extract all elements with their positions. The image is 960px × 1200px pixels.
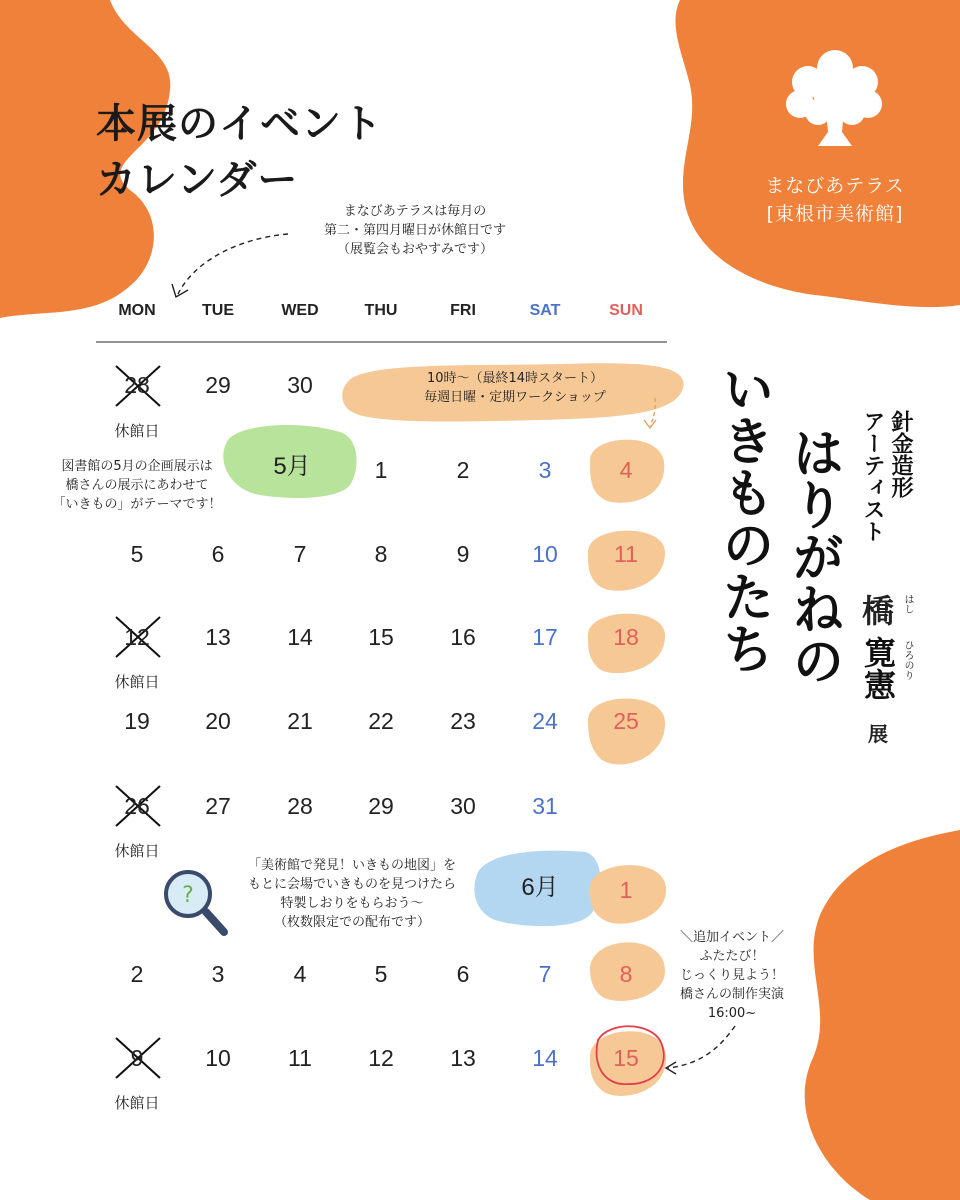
date-cell: 29 [368, 793, 394, 819]
note-line: 第二・第四月曜日が休館日です [323, 223, 506, 238]
date-cell: 6 [211, 541, 225, 567]
artist-role-col1: 針金造形 [888, 410, 913, 498]
exhibition-title-col2: はりがねの [783, 426, 843, 686]
weekday-mon: MON [118, 302, 156, 319]
date-cell: 14 [287, 624, 313, 650]
note-line: 図書館の5月の企画展示は [61, 459, 213, 474]
date-cell: 8 [374, 541, 388, 567]
date-cell-saturday: 3 [538, 457, 552, 483]
date-cell: 13 [450, 1045, 476, 1071]
museum-name [740, 172, 930, 228]
note-line: もとに会場でいきものを見つけたら [247, 877, 456, 892]
date-cell-sunday: 1 [619, 877, 633, 903]
date-cell: 21 [287, 708, 313, 734]
closed-label: 休館日 [114, 673, 160, 691]
note-line: 橋さんの制作実演 [679, 987, 784, 1002]
exhibition-title-col1: いきものたち [713, 362, 773, 674]
date-cell: 27 [205, 793, 231, 819]
date-cell: 30 [287, 372, 313, 398]
note-line: 橋さんの展示にあわせて [65, 478, 209, 493]
date-cell-sunday: 25 [613, 708, 639, 734]
magnifier-icon [166, 872, 224, 932]
note-line: 毎週日曜・定期ワークショップ [424, 390, 606, 405]
date-cell: 30 [450, 793, 476, 819]
artist-ruby-1: はし [902, 594, 913, 614]
date-cell: 28 [124, 372, 150, 398]
weekday-sun: SUN [609, 302, 643, 319]
date-cell-saturday: 14 [532, 1045, 558, 1071]
date-cell-saturday: 17 [532, 624, 558, 650]
closed-label: 休館日 [114, 842, 160, 860]
date-cell: 22 [368, 708, 394, 734]
note-line: 16:00~ [707, 1006, 757, 1021]
date-cell-sunday: 15 [613, 1045, 639, 1071]
date-cell-saturday: 10 [532, 541, 558, 567]
date-cell-saturday: 7 [538, 961, 552, 987]
date-cell: 2 [456, 457, 470, 483]
museum-name-line1: まなびあテラス [765, 175, 905, 197]
note-line: ＼追加イベント／ [679, 930, 784, 945]
note-line: 10時〜（最終14時スタート） [426, 371, 604, 386]
date-cell: 19 [124, 708, 150, 734]
artist-name-2: 寛憲 [859, 636, 897, 700]
date-cell: 12 [124, 624, 150, 650]
title-line1: 本展のイベント [96, 101, 383, 147]
month-label-june: 6月 [521, 874, 559, 901]
map-note [232, 856, 472, 932]
date-cell-saturday: 31 [532, 793, 558, 819]
closed-label: 休館日 [114, 422, 160, 440]
workshop-note [380, 369, 650, 407]
artist-ruby-2: ひろのり [902, 640, 913, 680]
date-cell: 15 [368, 624, 394, 650]
date-cell: 26 [124, 793, 150, 819]
date-cell: 20 [205, 708, 231, 734]
date-cell: 2 [130, 961, 144, 987]
date-cell: 4 [293, 961, 307, 987]
date-cell-sunday: 11 [614, 541, 638, 567]
date-cell-sunday: 8 [619, 961, 633, 987]
date-cell: 13 [205, 624, 231, 650]
date-cell: 11 [288, 1045, 312, 1071]
note-line: まなびあテラスは毎月の [343, 204, 487, 219]
date-cell-sunday: 4 [619, 457, 633, 483]
top-right-blob [675, 0, 960, 307]
weekday-tue: TUE [202, 302, 234, 319]
date-cell: 28 [287, 793, 313, 819]
page-title [96, 96, 383, 208]
date-cell-saturday: 24 [532, 708, 558, 734]
museum-name-line2: [東根市美術館] [766, 203, 904, 225]
date-cell: 5 [374, 961, 388, 987]
note-line: （枚数限定での配布です） [273, 915, 430, 930]
date-cell: 9 [130, 1045, 144, 1071]
date-cell: 10 [205, 1045, 231, 1071]
artist-name-1: 橋 [862, 592, 895, 630]
closed-label: 休館日 [114, 1094, 160, 1112]
closed-day-note [300, 202, 530, 259]
library-note [42, 457, 232, 514]
title-line2: カレンダー [96, 157, 299, 203]
date-cell: 5 [130, 541, 144, 567]
svg-text:?: ? [182, 883, 194, 908]
note-line: じっくり見よう！ [679, 968, 784, 983]
month-label-may: 5月 [273, 453, 311, 480]
note-line: 特製しおりをもらおう〜 [280, 896, 424, 911]
weekday-fri: FRI [450, 302, 476, 319]
date-cell-sunday: 18 [613, 624, 639, 650]
date-cell: 9 [456, 541, 470, 567]
date-cell: 1 [374, 457, 388, 483]
exhibition-suffix: 展 [868, 722, 888, 746]
artist-role-col2: アーティスト [860, 410, 885, 542]
note-line: ふたたび！ [699, 949, 765, 964]
date-cell: 12 [368, 1045, 394, 1071]
weekday-thu: THU [364, 302, 398, 319]
date-cell: 23 [450, 708, 476, 734]
extra-event-note [672, 928, 792, 1023]
weekday-wed: WED [281, 302, 319, 319]
date-cell: 29 [205, 372, 231, 398]
date-cell: 6 [456, 961, 470, 987]
note-line: （展覧会もおやすみです） [336, 242, 493, 257]
date-cell: 3 [211, 961, 225, 987]
date-cell: 16 [450, 624, 476, 650]
weekday-sat: SAT [529, 302, 561, 319]
note-line: 「いきもの」がテーマです！ [52, 497, 222, 512]
note-line: 「美術館で発見！いきもの地図」を [247, 858, 456, 873]
date-cell: 7 [293, 541, 307, 567]
bottom-right-blob [805, 830, 960, 1200]
